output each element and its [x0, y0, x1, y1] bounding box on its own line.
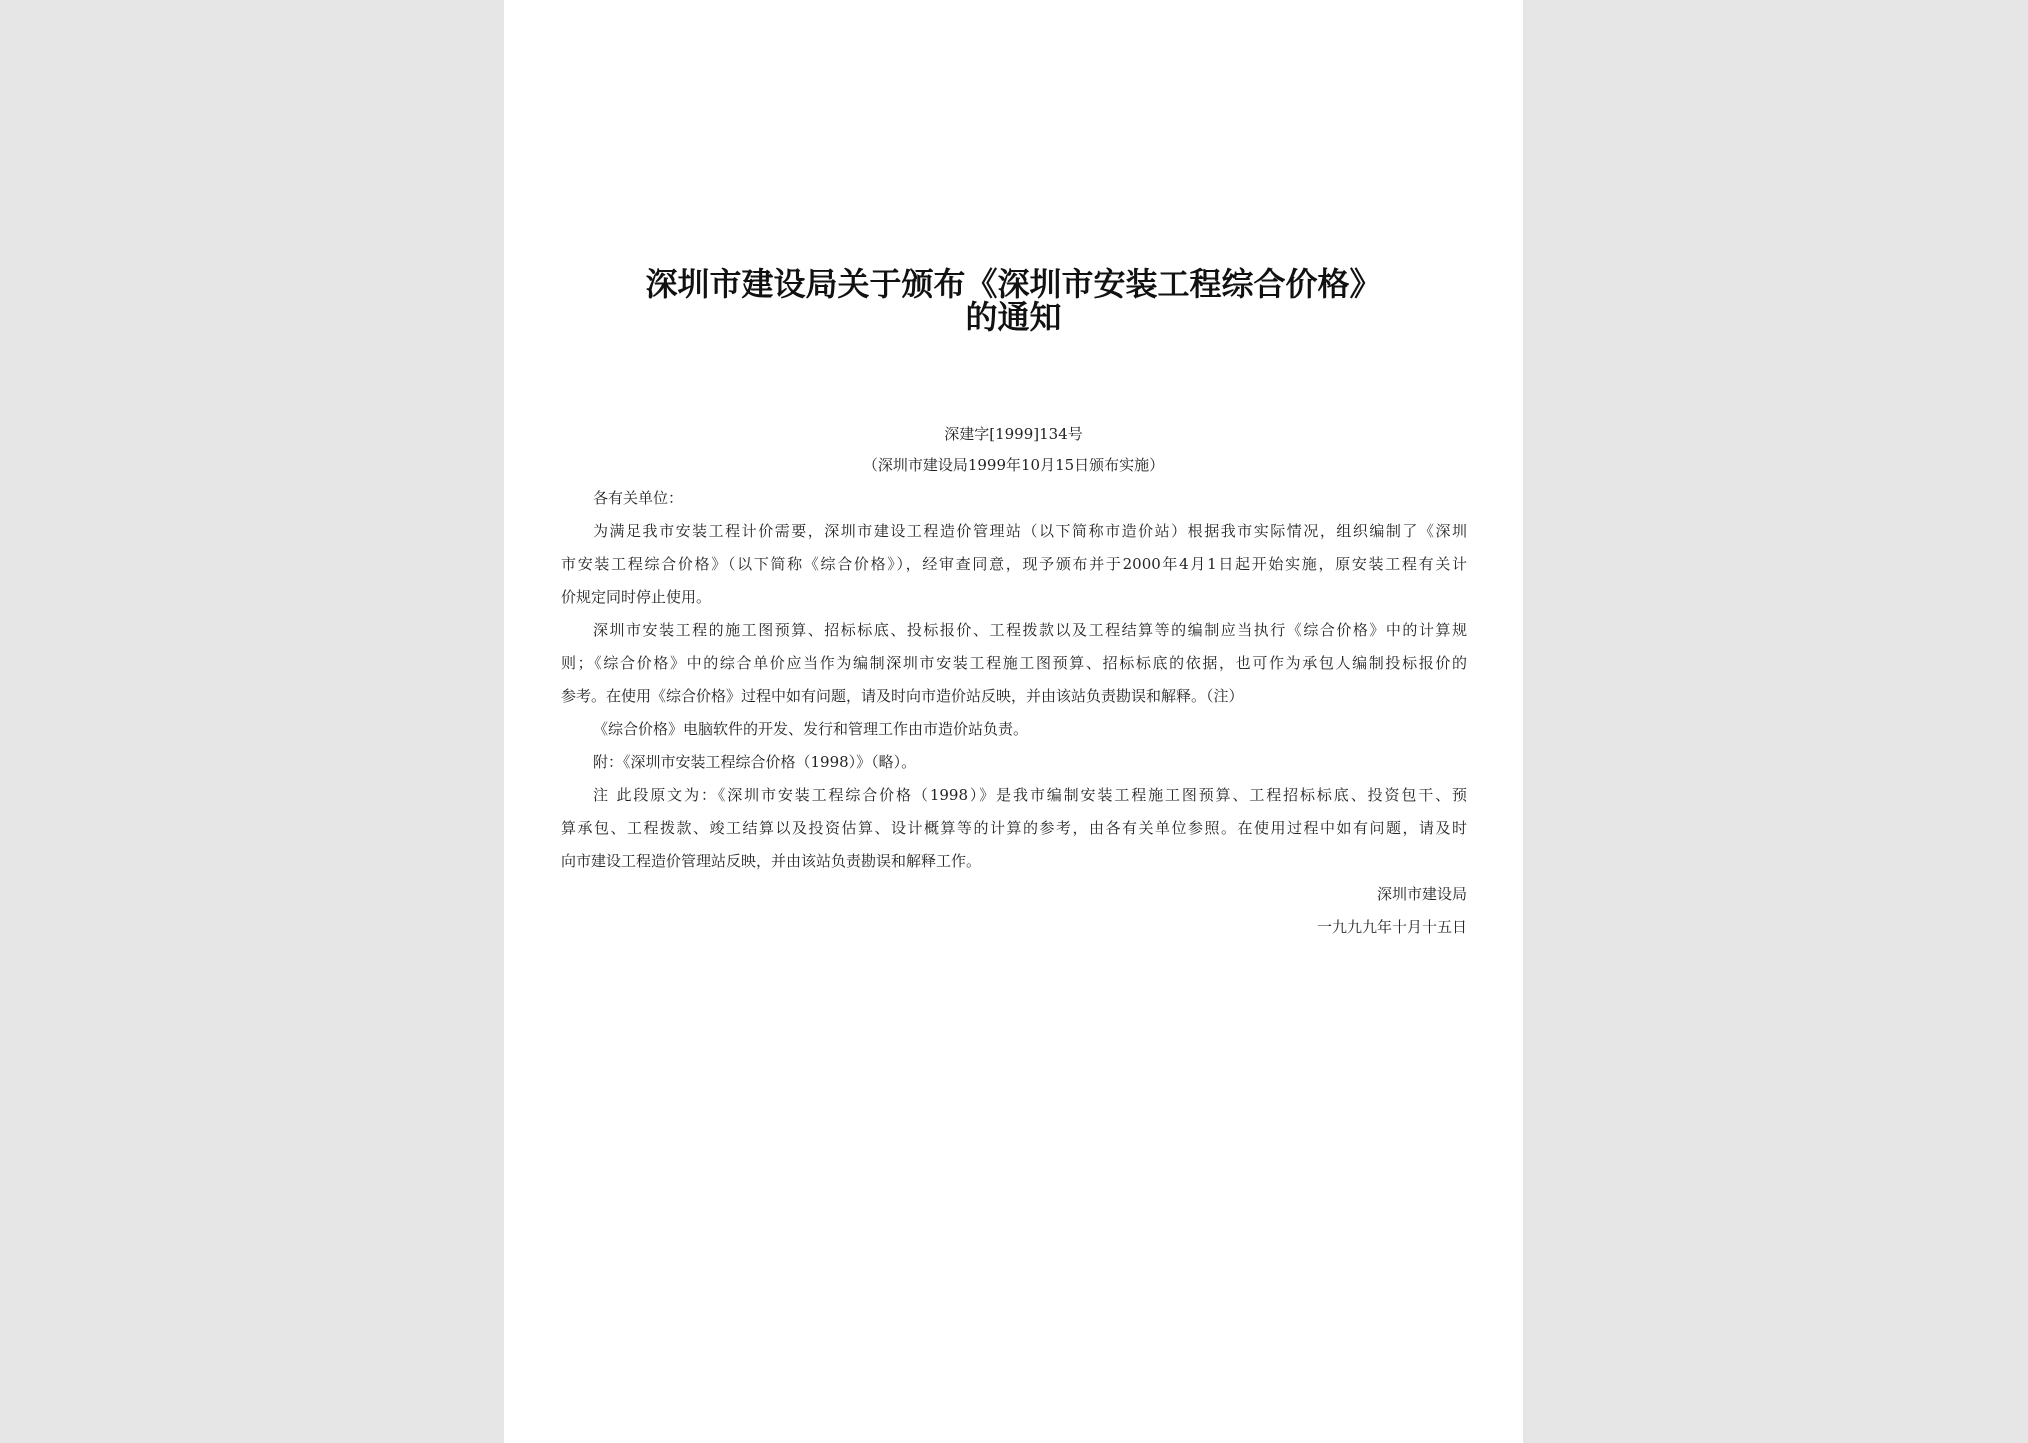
body-line: 深圳市安装工程的施工图预算、招标标底、投标报价、工程拨款以及工程结算等的编制应当执行《综合价格》中的计算规 [593, 621, 1467, 639]
body-line: 《综合价格》电脑软件的开发、发行和管理工作由市造价站负责。 [593, 720, 1029, 738]
document-number: 深建字[1999]134号 [944, 425, 1083, 443]
body-line: 市安装工程综合价格》（以下简称《综合价格》），经审查同意，现予颁布并于2000年4月1日起开始实施，原安装工程有关计 [561, 555, 1467, 573]
note-line: 注 此段原文为：《深圳市安装工程综合价格（1998）》是我市编制安装工程施工图预算、工程招标标底、投资包干、预 [593, 786, 1467, 804]
body-line: 价规定同时停止使用。 [561, 588, 712, 606]
note-line: 向市建设工程造价管理站反映，并由该站负责勘误和解释工作。 [561, 852, 982, 870]
body-line: 为满足我市安装工程计价需要，深圳市建设工程造价管理站（以下简称市造价站）根据我市实际情况，组织编制了《深圳 [593, 522, 1467, 540]
salutation: 各有关单位： [593, 489, 684, 507]
document-title-line-1: 深圳市建设局关于颁布《深圳市安装工程综合价格》 [645, 265, 1382, 303]
document-page [504, 0, 1523, 1443]
document-title-line-2: 的通知 [965, 298, 1062, 336]
attachment-line: 附：《深圳市安装工程综合价格（1998）》（略）。 [593, 753, 917, 771]
promulgation-note: （深圳市建设局1999年10月15日颁布实施） [862, 456, 1165, 474]
body-line: 则；《综合价格》中的综合单价应当作为编制深圳市安装工程施工图预算、招标标底的依据，也可作为承包人编制投标报价的 [561, 654, 1467, 672]
document-date: 一九九九年十月十五日 [1316, 918, 1467, 936]
note-line: 算承包、工程拨款、竣工结算以及投资估算、设计概算等的计算的参考，由各有关单位参照。在使用过程中如有问题，请及时 [561, 819, 1467, 837]
body-line: 参考。在使用《综合价格》过程中如有问题，请及时向市造价站反映，并由该站负责勘误和解释。（注） [561, 687, 1244, 705]
signature: 深圳市建设局 [1376, 885, 1467, 903]
